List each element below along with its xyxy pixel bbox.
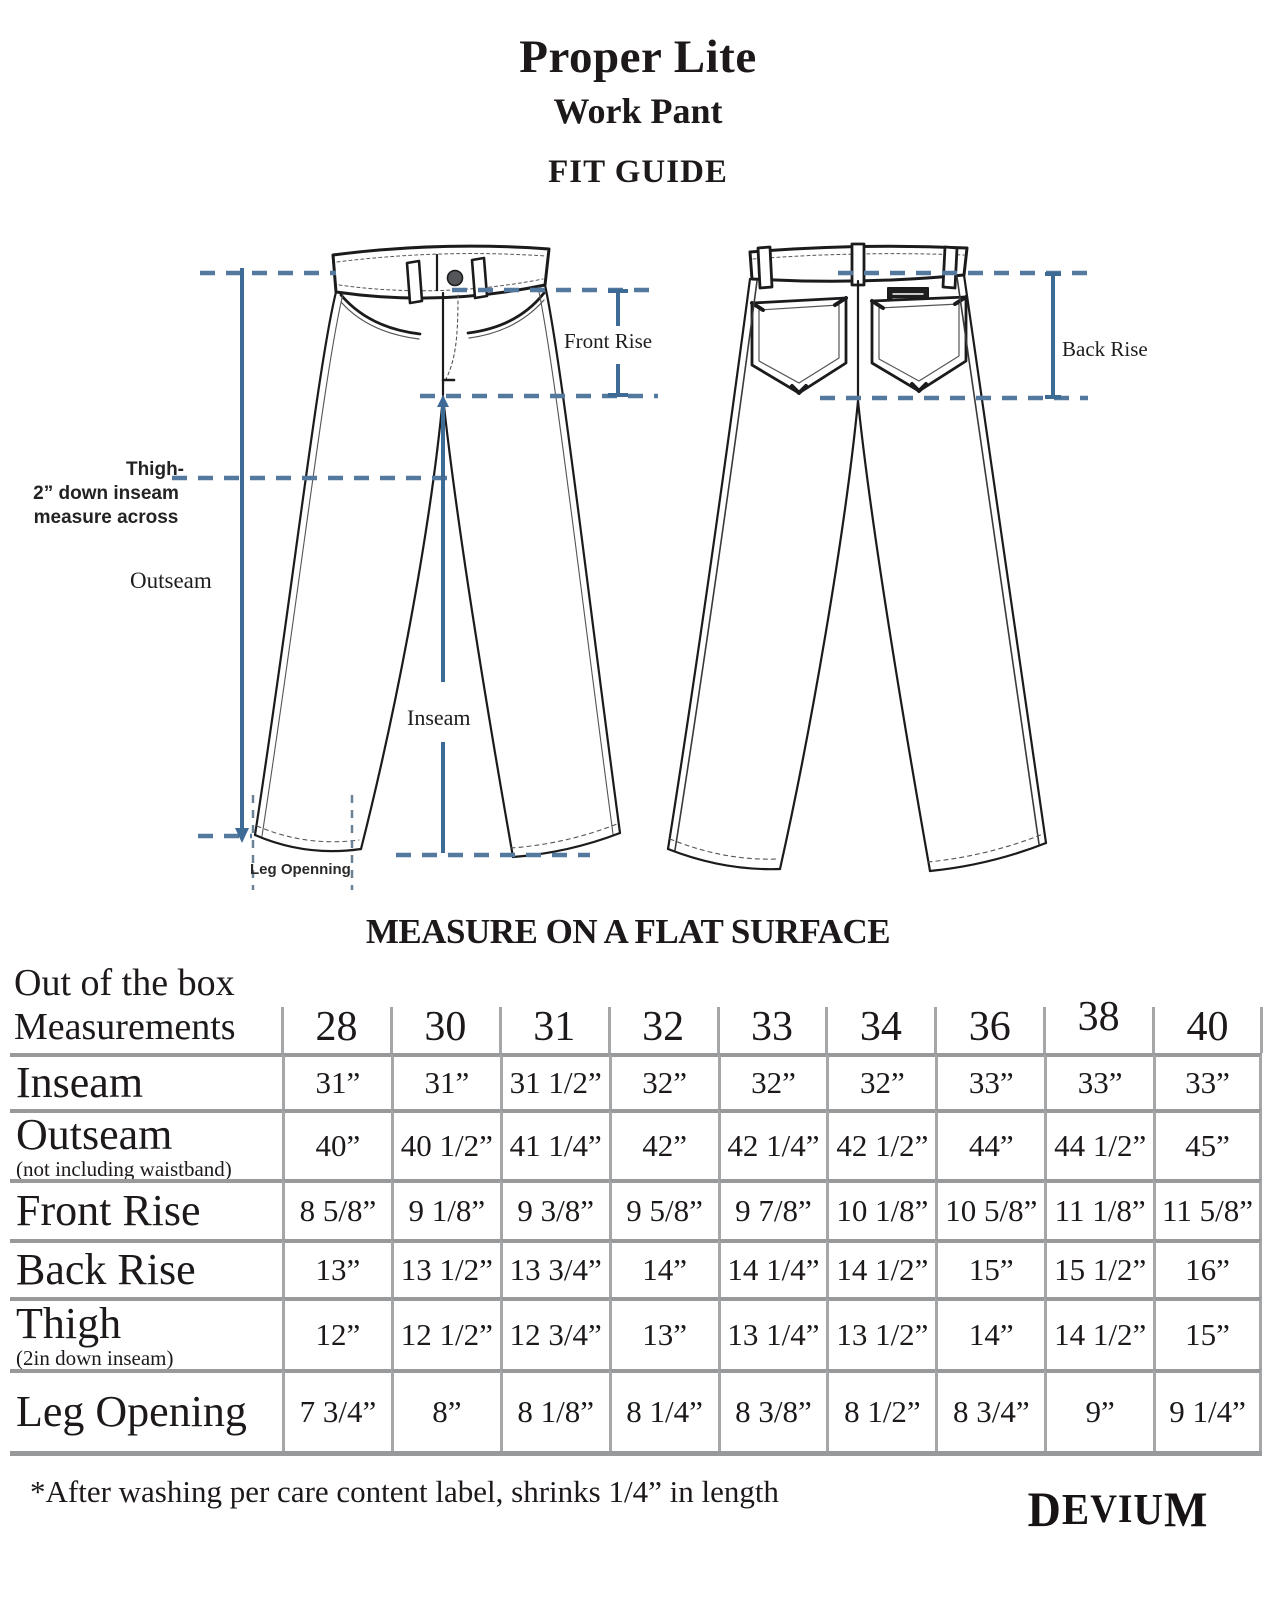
size-value-cell: 40 1/2” <box>391 1109 500 1179</box>
size-value-cell: 9 3/8” <box>500 1179 609 1239</box>
size-value-cell: 9 1/4” <box>1153 1369 1262 1451</box>
size-value-cell: 8 1/8” <box>500 1369 609 1451</box>
size-value-cell: 14 1/2” <box>826 1239 935 1297</box>
size-value-cell: 41 1/4” <box>500 1109 609 1179</box>
size-value-cell: 15 1/2” <box>1044 1239 1153 1297</box>
row-label-text: Thigh <box>16 1298 122 1348</box>
size-column-header-36: 36 <box>935 948 1044 1053</box>
size-value-cell: 32” <box>826 1053 935 1109</box>
corner-header-line2: Measurements <box>14 1006 236 1048</box>
product-subtitle: Work Pant <box>553 91 723 131</box>
row-label-front-rise <box>10 1179 282 1239</box>
size-value-cell: 40” <box>282 1109 391 1179</box>
brand-logo: D E V I U M <box>1027 1481 1209 1537</box>
size-value-cell: 32” <box>718 1053 827 1109</box>
size-value-cell: 12” <box>282 1297 391 1369</box>
size-value-cell: 13 3/4” <box>500 1239 609 1297</box>
size-value-cell: 42 1/4” <box>718 1109 827 1179</box>
size-value-cell: 31” <box>391 1053 500 1109</box>
size-value-cell: 9 1/8” <box>391 1179 500 1239</box>
size-value-cell: 11 5/8” <box>1153 1179 1262 1239</box>
product-title: Proper Lite <box>519 31 757 83</box>
size-value-cell: 33” <box>935 1053 1044 1109</box>
size-value-cell: 13” <box>609 1297 718 1369</box>
corner-header-line1: Out of the box <box>14 962 235 1004</box>
size-column-header-31: 31 <box>500 948 609 1053</box>
size-value-cell: 32” <box>609 1053 718 1109</box>
thigh-label <box>26 458 186 530</box>
back-rise-label: Back Rise <box>1062 337 1148 361</box>
row-label-back-rise <box>10 1239 282 1297</box>
size-value-cell: 31 1/2” <box>500 1053 609 1109</box>
size-value-cell: 8” <box>391 1369 500 1451</box>
size-value-cell: 9 5/8” <box>609 1179 718 1239</box>
size-value-cell: 44 1/2” <box>1044 1109 1153 1179</box>
leg-opening-label: Leg Openning <box>250 861 351 878</box>
size-value-cell: 12 1/2” <box>391 1297 500 1369</box>
size-column-header-33: 33 <box>718 948 827 1053</box>
size-value-cell: 33” <box>1044 1053 1153 1109</box>
size-value-cell: 12 3/4” <box>500 1297 609 1369</box>
size-value-cell: 14” <box>935 1297 1044 1369</box>
size-value-cell: 8 5/8” <box>282 1179 391 1239</box>
size-column-header-28: 28 <box>282 948 391 1053</box>
size-value-cell: 8 3/4” <box>935 1369 1044 1451</box>
size-value-cell: 45” <box>1153 1109 1262 1179</box>
size-value-cell: 11 1/8” <box>1044 1179 1153 1239</box>
size-value-cell: 7 3/4” <box>282 1369 391 1451</box>
size-value-cell: 10 1/8” <box>826 1179 935 1239</box>
front-rise-label: Front Rise <box>564 329 653 353</box>
wash-note: *After washing per care content label, shrinks 1/4” in length <box>30 1474 779 1509</box>
size-value-cell: 14 1/2” <box>1044 1297 1153 1369</box>
size-column-header-40: 40 <box>1153 948 1262 1053</box>
inseam-label: Inseam <box>404 705 474 731</box>
size-chart-table <box>10 948 1262 1456</box>
thigh-label-line3: measure across <box>33 507 179 528</box>
size-value-cell: 13 1/2” <box>391 1239 500 1297</box>
size-column-header-30: 30 <box>391 948 500 1053</box>
size-value-cell: 13 1/4” <box>718 1297 827 1369</box>
size-value-cell: 14 1/4” <box>718 1239 827 1297</box>
size-column-header-38: 38 <box>1044 948 1153 1053</box>
size-value-cell: 13 1/2” <box>826 1297 935 1369</box>
size-value-cell: 8 1/2” <box>826 1369 935 1451</box>
row-label-thigh <box>10 1297 282 1369</box>
size-value-cell: 9” <box>1044 1369 1153 1451</box>
row-label-text: Back Rise <box>16 1245 196 1294</box>
size-column-header-32: 32 <box>609 948 718 1053</box>
row-label-outseam <box>10 1109 282 1179</box>
size-value-cell: 15” <box>1153 1297 1262 1369</box>
thigh-label-line1: Thigh- <box>125 459 184 480</box>
outseam-label: Outseam <box>130 568 212 593</box>
size-value-cell: 14” <box>609 1239 718 1297</box>
row-label-text: Inseam <box>16 1058 144 1107</box>
row-label-leg-opening <box>10 1369 282 1451</box>
size-value-cell: 8 3/8” <box>718 1369 827 1451</box>
fit-guide-heading: FIT GUIDE <box>548 154 728 190</box>
size-value-cell: 33” <box>1153 1053 1262 1109</box>
table-bottom-rule <box>10 1451 1262 1456</box>
row-label-inseam <box>10 1053 282 1109</box>
thigh-label-line2: 2” down inseam <box>33 483 179 504</box>
row-sublabel-text: (not including waistband) <box>16 1156 232 1181</box>
size-value-cell: 15” <box>935 1239 1044 1297</box>
size-value-cell: 9 7/8” <box>718 1179 827 1239</box>
row-sublabel-text: (2in down inseam) <box>16 1345 174 1370</box>
measure-instruction-heading: MEASURE ON A FLAT SURFACE <box>365 912 891 951</box>
size-value-cell: 13” <box>282 1239 391 1297</box>
row-label-text: Outseam <box>16 1109 173 1159</box>
size-value-cell: 42 1/2” <box>826 1109 935 1179</box>
size-value-cell: 42” <box>609 1109 718 1179</box>
size-column-header-34: 34 <box>826 948 935 1053</box>
size-value-cell: 8 1/4” <box>609 1369 718 1451</box>
table-corner-header <box>10 948 282 1053</box>
row-label-text: Front Rise <box>16 1186 201 1235</box>
size-value-cell: 31” <box>282 1053 391 1109</box>
row-label-text: Leg Opening <box>16 1387 247 1436</box>
size-value-cell: 44” <box>935 1109 1044 1179</box>
size-value-cell: 16” <box>1153 1239 1262 1297</box>
title-block <box>0 30 1276 191</box>
size-value-cell: 10 5/8” <box>935 1179 1044 1239</box>
